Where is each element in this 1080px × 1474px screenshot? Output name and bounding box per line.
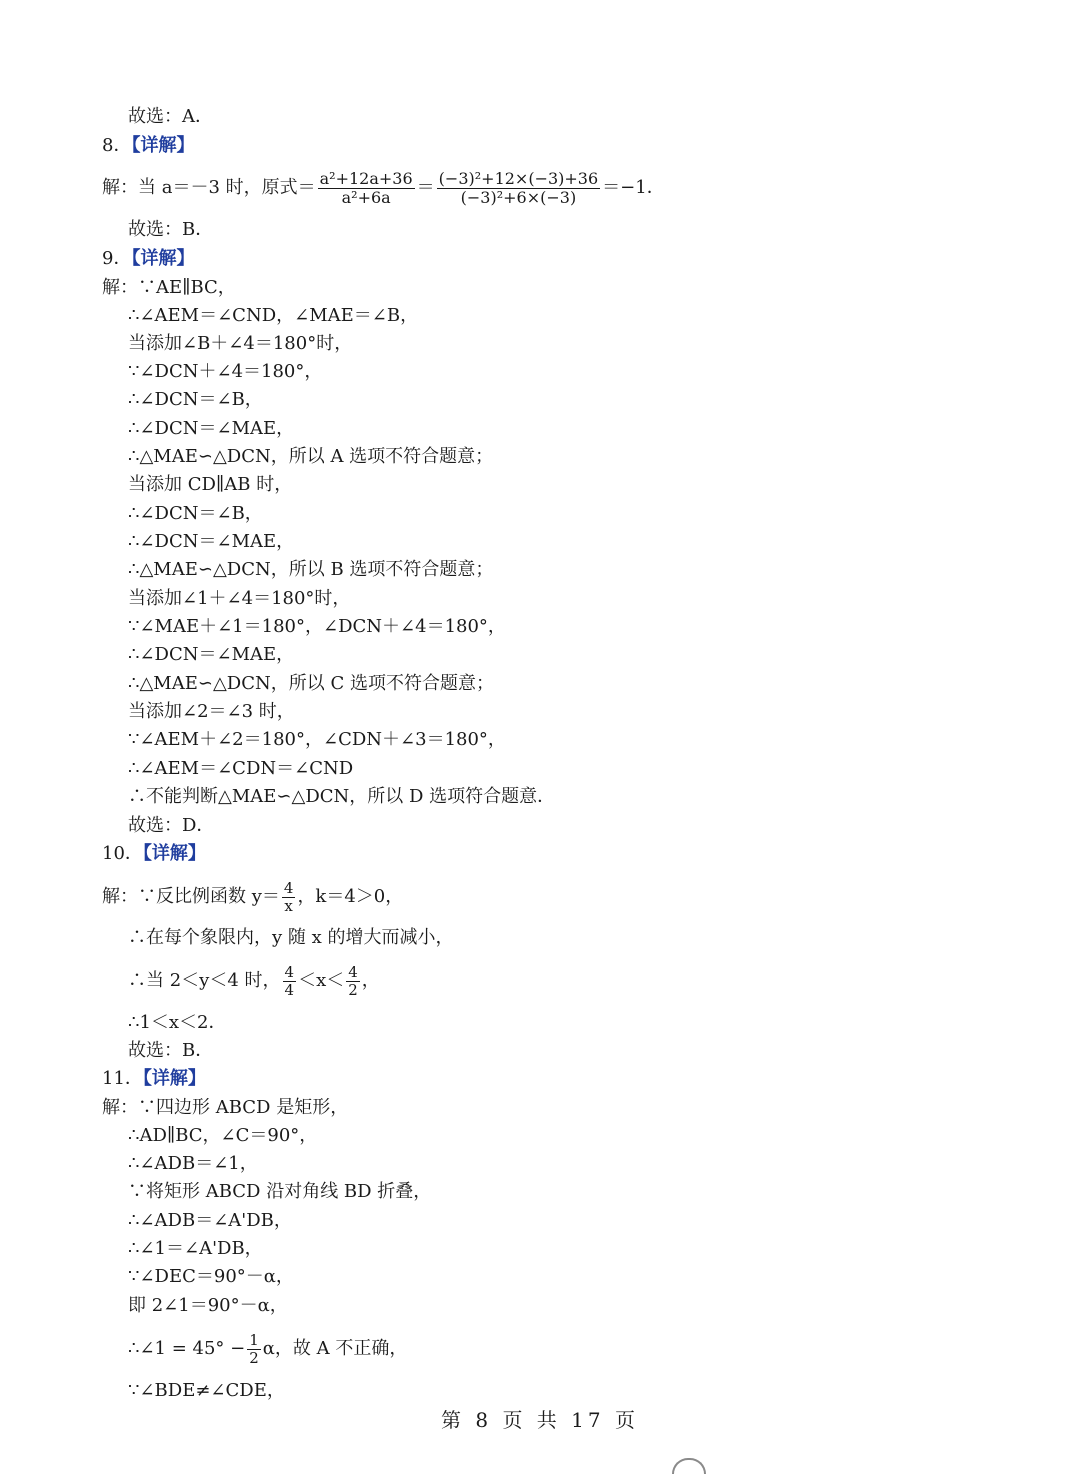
text-line: ∴∠DCN＝∠MAE，: [128, 418, 295, 439]
text-line: ∵∠DCN＋∠4＝180°，: [128, 361, 323, 382]
text-line: ∴∠AEM＝∠CND，∠MAE＝∠B，: [128, 305, 419, 326]
text-line: ∴AD∥BC，∠C＝90°，: [128, 1125, 318, 1146]
question-number: 11．: [102, 1068, 143, 1089]
text-line: ∵∠MAE＋∠1＝180°，∠DCN＋∠4＝180°，: [128, 616, 506, 637]
text-line: ∴△MAE∽△DCN，所以 C 选项不符合题意；: [128, 673, 494, 694]
text-line: ∵将矩形 ABCD 沿对角线 BD 折叠，: [128, 1181, 432, 1202]
math-line-q10: [102, 876, 403, 918]
fraction-denominator: a²+6a: [341, 187, 391, 207]
scroll-handle-icon[interactable]: [672, 1458, 706, 1474]
text-segment: ，k＝4＞0，: [297, 886, 404, 907]
text-line: ∵∠BDE≠∠CDE，: [128, 1380, 285, 1401]
math-line-q11: [128, 1328, 407, 1370]
text-segment: ＜x＜: [298, 970, 345, 991]
fraction-numerator: 4: [284, 962, 295, 981]
fraction-denominator: (−3)²+6×(−3): [460, 187, 577, 207]
text-line: 当添加∠1＋∠4＝180°时，: [128, 588, 351, 609]
fraction-denominator: 2: [348, 980, 358, 999]
question-heading-8: [102, 135, 194, 157]
text-line: 即 2∠1＝90°－α，: [128, 1295, 288, 1316]
detail-tag: 【详解】: [142, 1068, 206, 1089]
text-line: 解：∵AE∥BC，: [102, 277, 236, 298]
text-segment: ＝−1．: [602, 177, 665, 198]
text-line: ∴∠DCN＝∠MAE，: [128, 531, 295, 552]
fraction-numerator: 1: [249, 1330, 259, 1349]
text-line: 当添加 CD∥AB 时，: [128, 474, 293, 495]
text-line: ∴∠DCN＝∠B，: [128, 503, 263, 524]
text-segment: ∴∠1 = 45° −: [128, 1338, 246, 1359]
math-line-q10-range: [128, 960, 380, 1002]
fraction-numerator: (−3)²+12×(−3)+36: [438, 168, 599, 188]
detail-tag: 【详解】: [131, 248, 195, 269]
fraction-denominator: 4: [284, 980, 295, 999]
fraction: [283, 964, 297, 999]
fraction-numerator: 4: [283, 878, 294, 897]
question-number: 10．: [102, 843, 143, 864]
text-line: ∴∠DCN＝∠MAE，: [128, 644, 295, 665]
fraction: [247, 1332, 261, 1367]
text-line: ∴不能判断△MAE∽△DCN，所以 D 选项符合题意．: [128, 786, 556, 807]
text-line: ∴1＜x＜2．: [128, 1012, 227, 1033]
question-number: 9．: [102, 248, 132, 269]
fraction-denominator: 2: [249, 1348, 259, 1367]
question-heading-10: [102, 843, 206, 865]
text-line: 当添加∠B＋∠4＝180°时，: [128, 333, 353, 354]
fraction: [282, 880, 296, 915]
text-line: 解：∵四边形 ABCD 是矩形，: [102, 1097, 349, 1118]
text-line: ∵∠AEM＋∠2＝180°，∠CDN＋∠3＝180°，: [128, 729, 506, 750]
text-line: 当添加∠2＝∠3 时，: [128, 701, 295, 722]
text-segment: 解：∵反比例函数 y＝: [102, 886, 280, 907]
text-line: ∴∠ADB＝∠A'DB，: [128, 1210, 292, 1231]
text-segment: ∴当 2＜y＜4 时，: [128, 970, 281, 991]
text-segment: 解：当 a＝－3 时，原式＝: [102, 177, 316, 198]
text-line: ∴∠1＝∠A'DB，: [128, 1238, 263, 1259]
text-line: ∴∠ADB＝∠1，: [128, 1153, 258, 1174]
text-line: ∵∠DEC＝90°－α，: [128, 1266, 294, 1287]
text-segment: α，故 A 不正确，: [262, 1338, 408, 1359]
detail-tag: 【详解】: [142, 843, 206, 864]
fraction-numerator: 4: [348, 962, 358, 981]
text-line: 故选：B．: [128, 1040, 214, 1061]
text-line: ∴△MAE∽△DCN，所以 A 选项不符合题意；: [128, 446, 494, 467]
math-line-q8: [102, 166, 665, 210]
fraction: [346, 964, 360, 999]
fraction: [318, 170, 415, 207]
question-heading-11: [102, 1068, 206, 1090]
text-segment: ＝: [416, 177, 435, 198]
fraction-numerator: a²+12a+36: [319, 168, 413, 188]
text-line: ∴∠DCN＝∠B，: [128, 389, 263, 410]
fraction: [437, 170, 601, 207]
text-line: ∴∠AEM＝∠CDN＝∠CND: [128, 758, 354, 779]
question-heading-9: [102, 248, 194, 270]
page-footer: 第 8 页 共 17 页: [441, 1408, 639, 1432]
text-line: 故选：D．: [128, 815, 215, 836]
text-line: ∴△MAE∽△DCN，所以 B 选项不符合题意；: [128, 559, 494, 580]
text-line: 故选：A．: [128, 106, 213, 127]
text-segment: ，: [361, 970, 380, 991]
question-number: 8．: [102, 135, 132, 156]
detail-tag: 【详解】: [131, 135, 195, 156]
text-line: ∴在每个象限内，y 随 x 的增大而减小，: [128, 927, 454, 948]
fraction-denominator: x: [284, 896, 293, 915]
text-line: 故选：B．: [128, 219, 214, 240]
